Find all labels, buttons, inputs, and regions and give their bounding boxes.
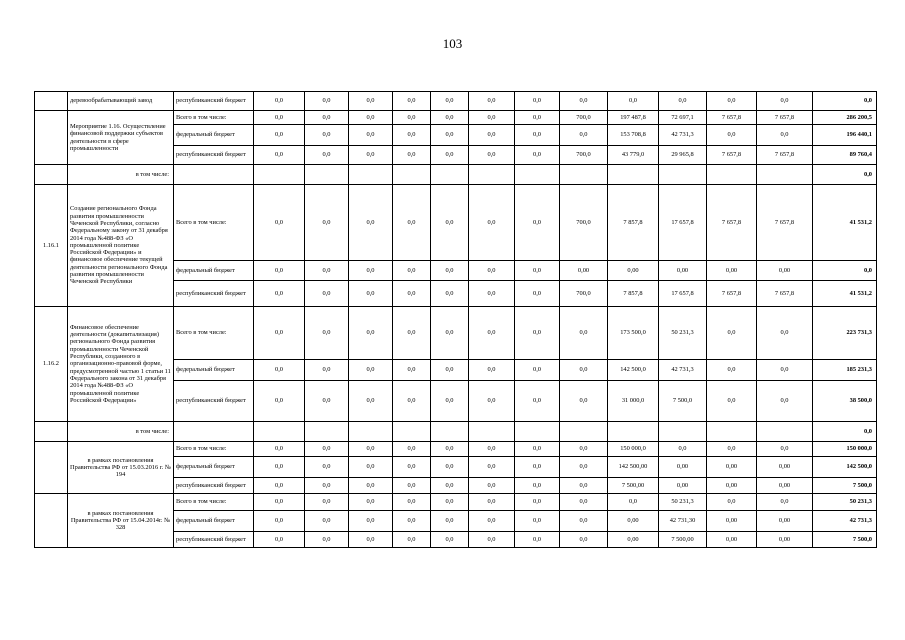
value-cell: 0,0 [515, 511, 560, 532]
empty-cell [608, 422, 659, 442]
funding-source: Всего в том числе: [174, 111, 254, 125]
row-total: 0,0 [813, 165, 877, 185]
row-code [35, 92, 68, 111]
funding-source: федеральный бюджет [174, 511, 254, 532]
value-cell: 0,0 [254, 111, 305, 125]
value-cell: 0,0 [254, 494, 305, 511]
empty-cell [757, 422, 813, 442]
value-cell: 50 231,3 [659, 494, 707, 511]
funding-source: республиканский бюджет [174, 146, 254, 165]
value-cell: 0,0 [707, 494, 757, 511]
table-row [35, 111, 877, 125]
value-cell: 0,0 [431, 281, 469, 307]
value-cell: 0,0 [469, 511, 515, 532]
value-cell: 0,0 [560, 478, 608, 494]
value-cell: 0,0 [515, 125, 560, 146]
value-cell: 0,0 [560, 442, 608, 457]
value-cell: 0,0 [431, 261, 469, 281]
value-cell: 7 657,8 [707, 281, 757, 307]
value-cell: 0,0 [349, 185, 393, 261]
empty-cell [659, 165, 707, 185]
row-code [35, 165, 68, 185]
value-cell: 0,0 [393, 146, 431, 165]
value-cell: 0,0 [431, 457, 469, 478]
value-cell: 0,0 [254, 360, 305, 381]
funding-source: Всего в том числе: [174, 185, 254, 261]
value-cell: 0,0 [757, 494, 813, 511]
value-cell: 142 500,0 [608, 360, 659, 381]
row-total: 89 760,4 [813, 146, 877, 165]
value-cell: 7 857,8 [608, 281, 659, 307]
value-cell: 0,00 [707, 261, 757, 281]
value-cell: 0,0 [254, 146, 305, 165]
row-total: 0,0 [813, 422, 877, 442]
value-cell: 0,0 [515, 185, 560, 261]
value-cell: 17 657,8 [659, 281, 707, 307]
value-cell: 0,00 [608, 511, 659, 532]
value-cell: 0,0 [431, 307, 469, 360]
value-cell: 42 731,30 [659, 511, 707, 532]
value-cell: 0,0 [349, 125, 393, 146]
value-cell: 0,0 [305, 381, 349, 422]
value-cell: 197 487,8 [608, 111, 659, 125]
value-cell: 0,00 [659, 478, 707, 494]
empty-cell [254, 422, 305, 442]
value-cell: 0,0 [560, 307, 608, 360]
empty-cell [431, 165, 469, 185]
empty-cell [393, 422, 431, 442]
table-row [35, 92, 877, 111]
value-cell: 0,0 [349, 478, 393, 494]
row-total: 0,0 [813, 261, 877, 281]
page-number: 103 [442, 36, 463, 51]
value-cell: 0,0 [515, 111, 560, 125]
value-cell: 150 000,0 [608, 442, 659, 457]
funding-source: федеральный бюджет [174, 457, 254, 478]
funding-source: Всего в том числе: [174, 307, 254, 360]
value-cell: 0,0 [254, 281, 305, 307]
row-total: 38 500,0 [813, 381, 877, 422]
row-code [35, 442, 68, 494]
value-cell: 0,0 [305, 457, 349, 478]
value-cell: 0,0 [431, 185, 469, 261]
value-cell: 0,0 [305, 442, 349, 457]
value-cell: 0,0 [469, 185, 515, 261]
value-cell: 0,0 [431, 111, 469, 125]
value-cell: 7 500,0 [659, 381, 707, 422]
value-cell: 0,0 [560, 360, 608, 381]
value-cell: 0,0 [560, 532, 608, 548]
value-cell: 0,0 [305, 185, 349, 261]
row-total: 150 000,0 [813, 442, 877, 457]
value-cell: 0,0 [393, 478, 431, 494]
value-cell: 0,0 [305, 146, 349, 165]
table-row [35, 185, 877, 261]
value-cell: 0,0 [515, 307, 560, 360]
table-body [35, 92, 877, 548]
row-name: Финансовое обеспечение деятельности (докапитализация) регионального Фонда развития промышленности Чеченской Республики, созданного в организационно-правовой форме, предусмотренной частью 1 статьи 11 Федерального закона от 31 декабря 2014 года №488-ФЗ «О промышленной политике Российской Федерации» [68, 307, 174, 422]
value-cell: 0,0 [349, 360, 393, 381]
value-cell: 0,0 [431, 478, 469, 494]
empty-cell [254, 165, 305, 185]
value-cell: 0,0 [469, 494, 515, 511]
value-cell: 0,0 [515, 92, 560, 111]
value-cell: 0,0 [469, 381, 515, 422]
value-cell: 0,0 [515, 261, 560, 281]
empty-cell [469, 165, 515, 185]
value-cell: 0,0 [305, 532, 349, 548]
value-cell: 0,00 [608, 261, 659, 281]
row-name: Создание регионального Фонда развития промышленности Чеченской Республики, согласно Федеральному закону от 31 декабря 2014 года №488-ФЗ «О промышленной политике Российской Федерации» и финансовое обеспечение текущей деятельности регионального Фонда развития промышленности Чеченской Республики [68, 185, 174, 307]
value-cell: 0,0 [560, 381, 608, 422]
value-cell: 0,0 [757, 381, 813, 422]
value-cell: 0,0 [393, 511, 431, 532]
value-cell: 0,0 [431, 125, 469, 146]
empty-cell [659, 422, 707, 442]
value-cell: 0,0 [469, 307, 515, 360]
funding-source: федеральный бюджет [174, 125, 254, 146]
row-code [35, 111, 68, 165]
value-cell: 0,0 [254, 125, 305, 146]
value-cell: 0,0 [469, 92, 515, 111]
value-cell: 7 657,8 [757, 185, 813, 261]
value-cell: 0,0 [431, 360, 469, 381]
value-cell: 0,0 [349, 457, 393, 478]
value-cell: 7 657,8 [757, 111, 813, 125]
value-cell: 43 779,0 [608, 146, 659, 165]
value-cell: 0,0 [349, 92, 393, 111]
value-cell: 0,0 [349, 261, 393, 281]
value-cell: 0,0 [254, 381, 305, 422]
value-cell: 0,0 [469, 360, 515, 381]
value-cell: 0,0 [757, 307, 813, 360]
row-name: в рамках постановления Правительства РФ от 15.04.2014г. № 328 [68, 494, 174, 548]
empty-cell [174, 422, 254, 442]
value-cell: 0,0 [305, 261, 349, 281]
empty-cell [393, 165, 431, 185]
value-cell: 0,0 [469, 125, 515, 146]
row-total: 196 440,1 [813, 125, 877, 146]
value-cell: 7 657,8 [757, 281, 813, 307]
value-cell: 0,0 [515, 360, 560, 381]
value-cell: 0,0 [254, 511, 305, 532]
row-label: в том числе: [68, 165, 174, 185]
value-cell: 0,0 [349, 307, 393, 360]
value-cell: 0,0 [515, 457, 560, 478]
value-cell: 0,00 [608, 532, 659, 548]
row-name: Мероприятие 1.16. Осуществление финансовой поддержки субъектов деятельности в сфере промышленности [68, 111, 174, 165]
value-cell: 0,0 [393, 92, 431, 111]
row-code: 1.16.1 [35, 185, 68, 307]
value-cell: 142 500,00 [608, 457, 659, 478]
table-row [35, 494, 877, 511]
row-code [35, 494, 68, 548]
value-cell: 7 500,00 [659, 532, 707, 548]
value-cell: 0,0 [393, 442, 431, 457]
value-cell: 0,0 [305, 125, 349, 146]
value-cell: 0,0 [560, 92, 608, 111]
empty-cell [349, 422, 393, 442]
value-cell: 0,0 [305, 494, 349, 511]
value-cell: 0,0 [469, 281, 515, 307]
row-name: в рамках постановления Правительства РФ от 15.03.2016 г. № 194 [68, 442, 174, 494]
value-cell: 0,0 [431, 532, 469, 548]
value-cell: 0,0 [393, 381, 431, 422]
value-cell: 0,0 [707, 307, 757, 360]
value-cell: 0,0 [515, 478, 560, 494]
value-cell: 0,0 [393, 494, 431, 511]
value-cell: 0,0 [469, 146, 515, 165]
empty-cell [305, 165, 349, 185]
value-cell: 0,0 [431, 442, 469, 457]
row-total: 7 500,0 [813, 532, 877, 548]
value-cell: 0,0 [608, 92, 659, 111]
value-cell: 0,0 [349, 281, 393, 307]
table-row [35, 165, 877, 185]
value-cell: 0,0 [254, 532, 305, 548]
row-total: 50 231,3 [813, 494, 877, 511]
value-cell: 0,0 [431, 511, 469, 532]
value-cell: 0,00 [707, 532, 757, 548]
empty-cell [305, 422, 349, 442]
value-cell: 0,0 [757, 442, 813, 457]
value-cell: 0,00 [707, 478, 757, 494]
value-cell: 0,0 [393, 185, 431, 261]
value-cell: 0,0 [349, 111, 393, 125]
value-cell: 7 657,8 [707, 111, 757, 125]
value-cell: 0,00 [659, 457, 707, 478]
value-cell: 0,0 [757, 92, 813, 111]
value-cell: 0,0 [659, 92, 707, 111]
value-cell: 0,0 [608, 494, 659, 511]
empty-cell [757, 165, 813, 185]
funding-source: федеральный бюджет [174, 360, 254, 381]
value-cell: 0,00 [707, 511, 757, 532]
value-cell: 0,0 [254, 457, 305, 478]
table-row [35, 307, 877, 360]
value-cell: 0,0 [254, 442, 305, 457]
row-total: 185 231,3 [813, 360, 877, 381]
value-cell: 0,0 [254, 92, 305, 111]
value-cell: 72 697,1 [659, 111, 707, 125]
value-cell: 0,0 [431, 494, 469, 511]
value-cell: 0,0 [469, 442, 515, 457]
value-cell: 0,0 [757, 125, 813, 146]
empty-cell [174, 165, 254, 185]
value-cell: 0,00 [659, 261, 707, 281]
value-cell: 0,0 [349, 442, 393, 457]
value-cell: 0,0 [254, 307, 305, 360]
value-cell: 0,00 [757, 261, 813, 281]
value-cell: 0,0 [707, 92, 757, 111]
value-cell: 0,0 [305, 92, 349, 111]
value-cell: 31 000,0 [608, 381, 659, 422]
value-cell: 0,0 [349, 146, 393, 165]
empty-cell [560, 422, 608, 442]
row-name: деревообрабатывающий завод [68, 92, 174, 111]
value-cell: 0,0 [707, 442, 757, 457]
table-row [35, 442, 877, 457]
value-cell: 7 657,8 [707, 185, 757, 261]
funding-source: республиканский бюджет [174, 532, 254, 548]
value-cell: 17 657,8 [659, 185, 707, 261]
value-cell: 0,0 [515, 494, 560, 511]
value-cell: 0,00 [757, 457, 813, 478]
value-cell: 0,0 [515, 146, 560, 165]
budget-table [34, 91, 877, 548]
table-row [35, 422, 877, 442]
value-cell: 0,0 [469, 261, 515, 281]
funding-source: федеральный бюджет [174, 261, 254, 281]
value-cell: 0,0 [469, 532, 515, 548]
value-cell: 0,0 [305, 307, 349, 360]
funding-source: республиканский бюджет [174, 478, 254, 494]
value-cell: 0,0 [515, 442, 560, 457]
empty-cell [349, 165, 393, 185]
empty-cell [707, 422, 757, 442]
row-label: в том числе: [68, 422, 174, 442]
empty-cell [515, 165, 560, 185]
value-cell: 0,0 [393, 281, 431, 307]
value-cell: 0,0 [349, 494, 393, 511]
funding-source: республиканский бюджет [174, 92, 254, 111]
value-cell: 7 657,8 [707, 146, 757, 165]
value-cell: 0,0 [393, 111, 431, 125]
value-cell: 0,0 [393, 457, 431, 478]
value-cell: 0,0 [305, 281, 349, 307]
value-cell: 0,0 [515, 281, 560, 307]
row-total: 223 731,3 [813, 307, 877, 360]
row-total: 0,0 [813, 92, 877, 111]
value-cell: 0,0 [393, 360, 431, 381]
value-cell: 0,0 [560, 457, 608, 478]
value-cell: 0,00 [707, 457, 757, 478]
value-cell: 0,0 [707, 360, 757, 381]
value-cell: 0,0 [707, 381, 757, 422]
funding-source: республиканский бюджет [174, 381, 254, 422]
value-cell: 0,0 [305, 511, 349, 532]
funding-source: республиканский бюджет [174, 281, 254, 307]
row-total: 142 500,0 [813, 457, 877, 478]
empty-cell [707, 165, 757, 185]
value-cell: 0,0 [254, 261, 305, 281]
empty-cell [469, 422, 515, 442]
value-cell: 0,0 [393, 125, 431, 146]
value-cell: 700,0 [560, 185, 608, 261]
value-cell: 0,0 [254, 478, 305, 494]
value-cell: 50 231,3 [659, 307, 707, 360]
value-cell: 0,00 [757, 532, 813, 548]
value-cell: 173 500,0 [608, 307, 659, 360]
value-cell: 0,0 [469, 478, 515, 494]
value-cell: 0,0 [469, 111, 515, 125]
value-cell: 0,0 [560, 125, 608, 146]
value-cell: 0,0 [349, 532, 393, 548]
value-cell: 0,0 [469, 457, 515, 478]
value-cell: 0,0 [431, 146, 469, 165]
value-cell: 42 731,3 [659, 360, 707, 381]
value-cell: 0,0 [393, 532, 431, 548]
value-cell: 0,0 [560, 494, 608, 511]
row-code: 1.16.2 [35, 307, 68, 422]
value-cell: 0,0 [560, 511, 608, 532]
row-total: 7 500,0 [813, 478, 877, 494]
row-total: 41 531,2 [813, 281, 877, 307]
value-cell: 0,0 [349, 381, 393, 422]
value-cell: 0,0 [659, 442, 707, 457]
value-cell: 0,0 [707, 125, 757, 146]
empty-cell [431, 422, 469, 442]
funding-source: Всего в том числе: [174, 442, 254, 457]
row-total: 41 531,2 [813, 185, 877, 261]
value-cell: 29 965,8 [659, 146, 707, 165]
value-cell: 0,0 [254, 185, 305, 261]
value-cell: 0,0 [757, 360, 813, 381]
value-cell: 7 500,00 [608, 478, 659, 494]
value-cell: 7 857,8 [608, 185, 659, 261]
value-cell: 0,0 [393, 307, 431, 360]
value-cell: 0,0 [431, 381, 469, 422]
value-cell: 0,0 [393, 261, 431, 281]
row-total: 286 200,5 [813, 111, 877, 125]
empty-cell [560, 165, 608, 185]
value-cell: 0,0 [305, 111, 349, 125]
value-cell: 0,0 [515, 532, 560, 548]
value-cell: 0,00 [757, 511, 813, 532]
value-cell: 0,0 [305, 478, 349, 494]
empty-cell [515, 422, 560, 442]
value-cell: 0,0 [349, 511, 393, 532]
value-cell: 700,0 [560, 146, 608, 165]
value-cell: 0,0 [515, 381, 560, 422]
value-cell: 0,00 [560, 261, 608, 281]
value-cell: 700,0 [560, 111, 608, 125]
value-cell: 700,0 [560, 281, 608, 307]
funding-source: Всего в том числе: [174, 494, 254, 511]
value-cell: 42 731,3 [659, 125, 707, 146]
value-cell: 7 657,8 [757, 146, 813, 165]
value-cell: 0,0 [431, 92, 469, 111]
empty-cell [608, 165, 659, 185]
value-cell: 153 708,8 [608, 125, 659, 146]
row-code [35, 422, 68, 442]
value-cell: 0,0 [305, 360, 349, 381]
value-cell: 0,00 [757, 478, 813, 494]
row-total: 42 731,3 [813, 511, 877, 532]
